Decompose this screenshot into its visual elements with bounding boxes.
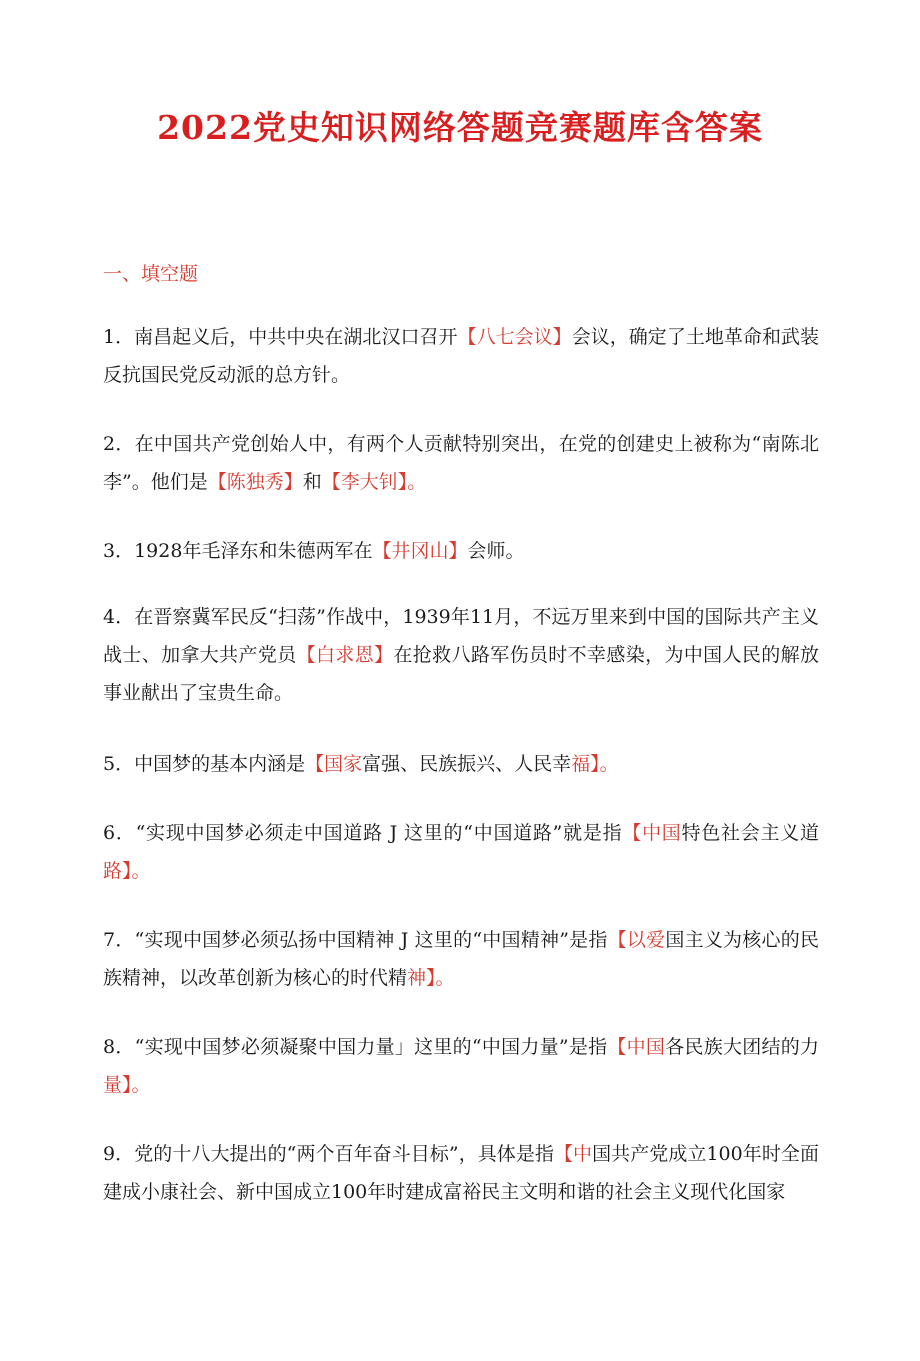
question-1 bbox=[103, 318, 819, 394]
answer-text: 路】。 bbox=[103, 860, 151, 882]
answer-text: 【中国 bbox=[607, 1036, 666, 1058]
question-4 bbox=[103, 598, 819, 712]
question-text: 在抢救八路军伤员时不幸感染，为中国人民的解放事业献出了宝贵生命。 bbox=[103, 644, 819, 704]
question-text: 各民族大团结的力 bbox=[665, 1036, 819, 1058]
question-text: 1．南昌起义后，中共中央在湖北汉口召开 bbox=[103, 326, 458, 348]
answer-text: 【以爱 bbox=[607, 929, 666, 951]
question-9 bbox=[103, 1135, 819, 1211]
answer-text: 【白求恩】 bbox=[296, 644, 394, 666]
question-text: 会议，确定了土地革命和武装反抗国民党反动派的总方针。 bbox=[103, 326, 819, 386]
question-8 bbox=[103, 1028, 819, 1104]
question-text: 2．在中国共产党创始人中，有两个人贡献特别突出，在党的创建史上被称为“南陈北李”。他们是 bbox=[103, 433, 819, 493]
question-text: 和 bbox=[302, 471, 322, 493]
question-text: 7．“实现中国梦必须弘扬中国精神 J 这里的“中国精神”是指 bbox=[103, 929, 608, 951]
question-text: 4．在晋察冀军民反“扫荡”作战中，1939年11月，不远万里来到中国的国际共产主义战士、加拿大共产党员 bbox=[103, 606, 819, 666]
question-text: 国共产党成立100年时全面建成小康社会、新中国成立100年时建成富裕民主文明和谐的社会主义现代化国家 bbox=[103, 1143, 819, 1203]
answer-text: 【陈独秀】 bbox=[207, 471, 303, 493]
question-text: 6．“实现中国梦必须走中国道路 J 这里的“中国道路”就是指 bbox=[103, 822, 623, 844]
answer-text: 【中国 bbox=[622, 822, 682, 844]
question-7 bbox=[103, 921, 819, 997]
question-text: 3．1928年毛泽东和朱德两军在 bbox=[103, 540, 373, 562]
question-text: 8．“实现中国梦必须凝聚中国力量」这里的“中国力量”是指 bbox=[103, 1036, 608, 1058]
question-text: 富强、民族振兴、人民幸 bbox=[362, 753, 572, 775]
question-5 bbox=[103, 745, 819, 783]
answer-text: 【国家 bbox=[305, 753, 363, 775]
section-heading: 一、填空题 bbox=[103, 263, 199, 285]
question-6 bbox=[103, 814, 819, 890]
answer-text: 【中 bbox=[553, 1143, 593, 1165]
answer-text: 【井冈山】 bbox=[372, 540, 468, 562]
question-text: 国主义为核心的民族精神，以改革创新为核心的时代精 bbox=[103, 929, 819, 989]
document-title: 2022党史知识网络答题竞赛题库含答案 bbox=[157, 108, 763, 147]
answer-text: 【李大钊】。 bbox=[321, 471, 427, 493]
question-2 bbox=[103, 425, 819, 501]
answer-text: 福】。 bbox=[571, 753, 619, 775]
answer-text: 【八七会议】 bbox=[457, 326, 572, 348]
answer-text: 量】。 bbox=[103, 1074, 151, 1096]
question-text: 9．党的十八大提出的“两个百年奋斗目标”，具体是指 bbox=[103, 1143, 554, 1165]
question-text: 会师。 bbox=[467, 540, 525, 562]
question-3 bbox=[103, 532, 819, 570]
question-text: 5．中国梦的基本内涵是 bbox=[103, 753, 306, 775]
question-text: 特色社会主义道 bbox=[681, 822, 819, 844]
answer-text: 神】。 bbox=[407, 967, 455, 989]
